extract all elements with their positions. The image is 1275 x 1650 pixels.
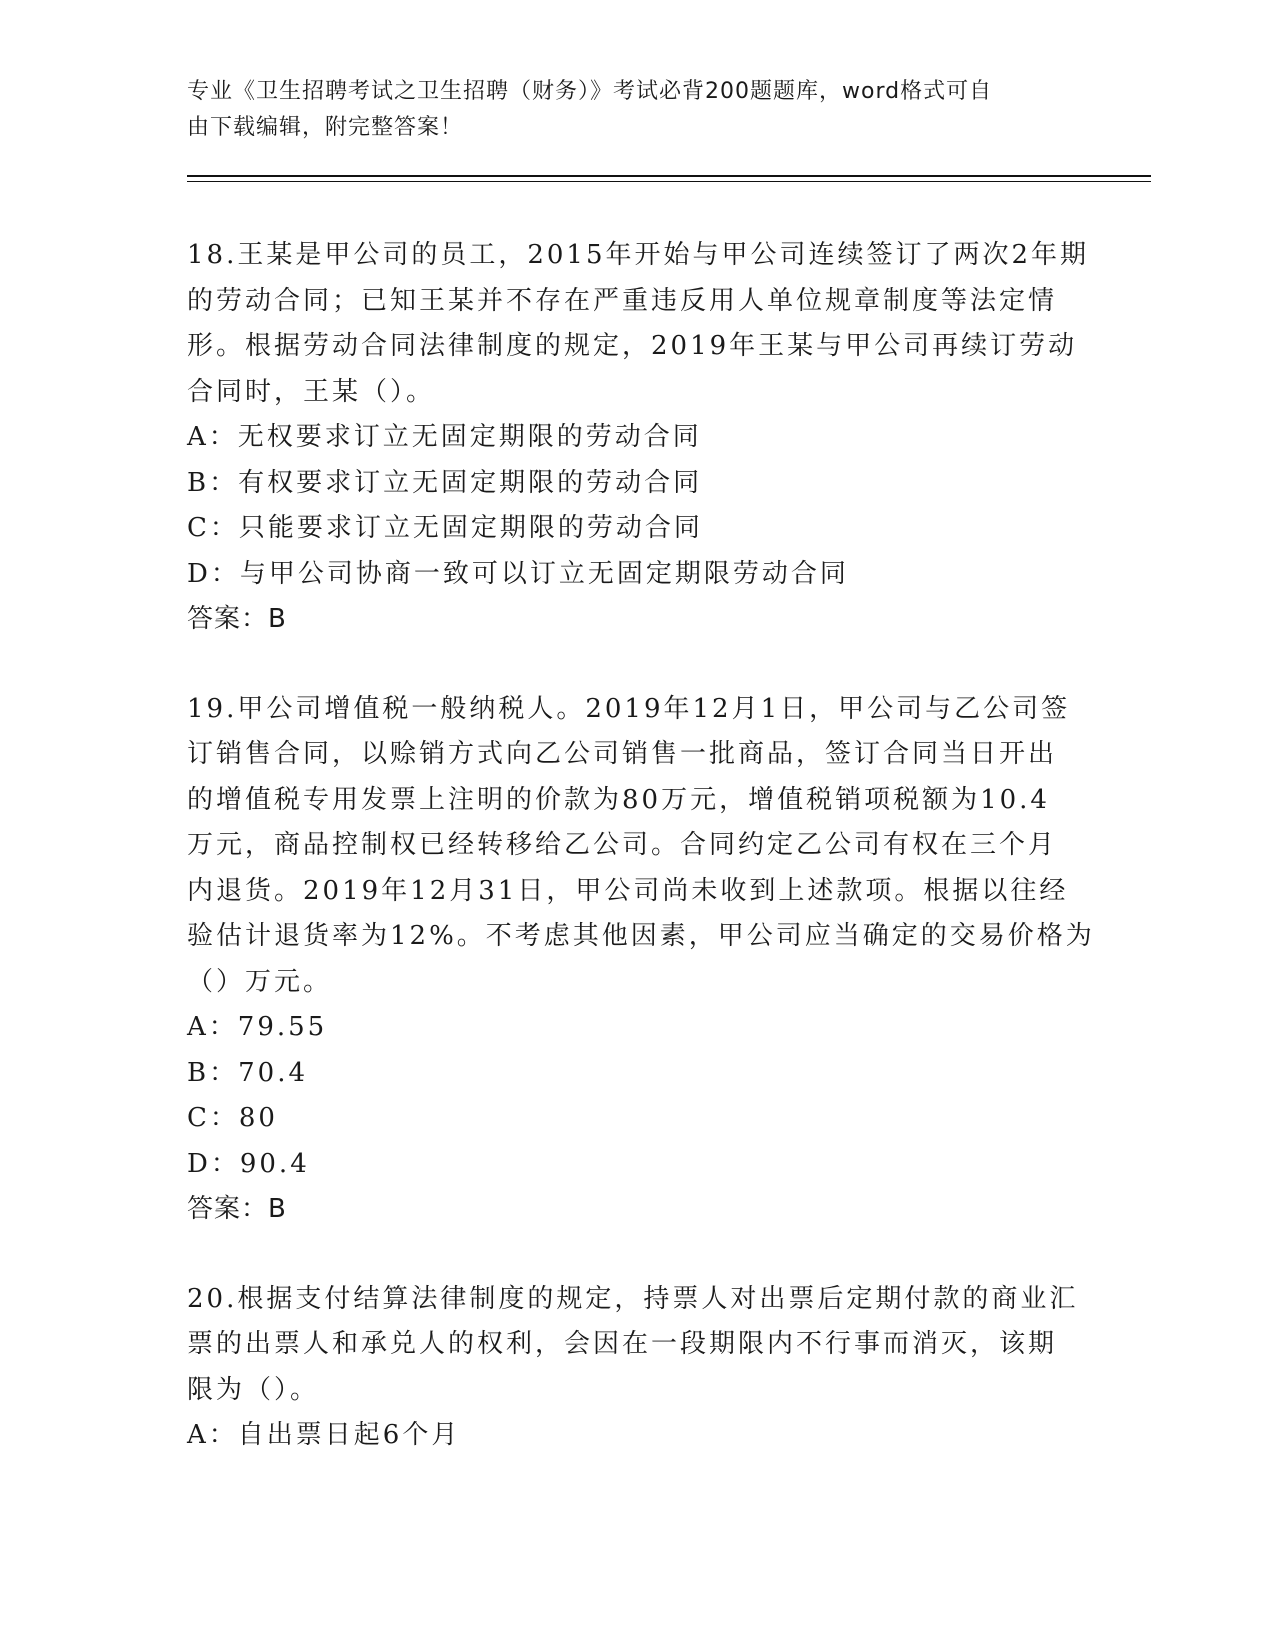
question-text-line: 合同时，王某（）。 — [187, 376, 436, 407]
answer-line: 答案：B — [187, 1194, 287, 1224]
question-text-line: 的增值税专用发票上注明的价款为80万元，增值税销项税额为10.4 — [187, 784, 1050, 815]
question-text-line: 19.甲公司增值税一般纳税人。2019年12月1日，甲公司与乙公司签 — [187, 693, 1071, 724]
answer-line: 答案：B — [187, 604, 287, 634]
question-19 — [187, 687, 1095, 1233]
option-b: B：70.4 — [187, 1057, 308, 1088]
option-a: A：无权要求订立无固定期限的劳动合同 — [187, 422, 702, 452]
option-d: D：90.4 — [187, 1148, 310, 1179]
question-text-line: 订销售合同，以赊销方式向乙公司销售一批商品，签订合同当日开出 — [187, 739, 1058, 769]
option-a: A：79.55 — [187, 1012, 328, 1042]
option-c: C：80 — [187, 1103, 278, 1133]
question-text-line: 限为（）。 — [187, 1374, 320, 1405]
header-rule-thin — [187, 181, 1151, 182]
question-list — [187, 233, 1095, 1503]
question-text-line: 形。根据劳动合同法律制度的规定，2019年王某与甲公司再续订劳动 — [187, 331, 1078, 361]
option-a: A：自出票日起6个月 — [187, 1420, 461, 1450]
header-line-1: 专业《卫生招聘考试之卫生招聘（财务）》考试必背200题题库，word格式可自 — [187, 79, 993, 104]
question-text-line: 内退货。2019年12月31日，甲公司尚未收到上述款项。根据以往经 — [187, 875, 1069, 906]
option-b: B：有权要求订立无固定期限的劳动合同 — [187, 467, 703, 498]
document-header — [187, 74, 1067, 146]
question-text-line: 18.王某是甲公司的员工，2015年开始与甲公司连续签订了两次2年期 — [187, 240, 1090, 270]
header-rule-thick — [187, 175, 1151, 177]
option-c: C：只能要求订立无固定期限的劳动合同 — [187, 513, 703, 543]
question-20 — [187, 1277, 1087, 1459]
question-text-line: 票的出票人和承兑人的权利，会因在一段期限内不行事而消灭，该期 — [187, 1329, 1058, 1359]
question-text-line: 20.根据支付结算法律制度的规定，持票人对出票后定期付款的商业汇 — [187, 1283, 1079, 1314]
question-text-line: 的劳动合同；已知王某并不存在严重违反用人单位规章制度等法定情 — [187, 285, 1058, 316]
question-text-line: （）万元。 — [187, 966, 333, 997]
question-18 — [187, 233, 1090, 643]
question-text-line: 验估计退货率为12%。不考虑其他因素，甲公司应当确定的交易价格为 — [187, 921, 1095, 951]
header-line-2: 由下载编辑，附完整答案！ — [187, 115, 464, 140]
question-text-line: 万元，商品控制权已经转移给乙公司。合同约定乙公司有权在三个月 — [187, 830, 1058, 860]
option-d: D：与甲公司协商一致可以订立无固定期限劳动合同 — [187, 558, 849, 589]
